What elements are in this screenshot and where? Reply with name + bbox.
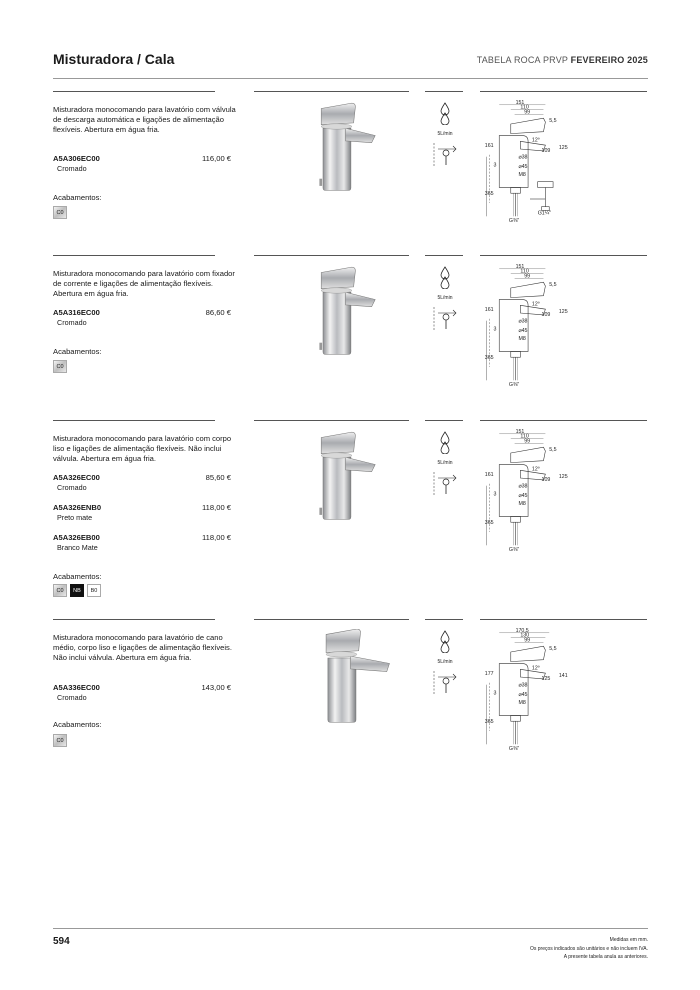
- product-description: Misturadora monocomando para lavatório com válvula de descarga automática e ligações de alimentação flexíveis. Abertura em água fria.: [53, 105, 236, 135]
- water-saving-icon: [430, 629, 460, 653]
- dim-365: 365: [484, 191, 494, 198]
- product-finish: Branco Mate: [57, 543, 98, 552]
- section-divider: [480, 91, 647, 92]
- dim-m8: M8: [518, 171, 526, 178]
- finishes-label: Acabamentos:: [53, 193, 102, 202]
- cold-opening-icon: [430, 470, 460, 498]
- flow-rate: 5L/min: [437, 131, 453, 137]
- footer-note: Os preços indicados são unitários e não incluem IVA.: [529, 945, 648, 952]
- section-divider: [480, 420, 647, 421]
- technical-drawing: [480, 627, 580, 752]
- dim-365: 365: [484, 355, 494, 362]
- dim-110: 110: [520, 104, 529, 111]
- flow-rate: 5L/min: [437, 460, 453, 466]
- product-description: Misturadora monocomando para lavatório de cano médio, corpo liso e ligações de alimentação flexíveis. Não inclui válvula. Abertura em água fria.: [53, 633, 232, 663]
- product-finish: Preto mate: [57, 513, 93, 522]
- dim-38: ⌀38: [518, 318, 528, 325]
- dim-109: 109: [541, 147, 551, 154]
- product-code: A5A326EB00: [53, 533, 100, 542]
- feature-icons: [430, 430, 460, 503]
- dim-3: 3: [493, 162, 497, 169]
- finish-swatches: [53, 734, 67, 747]
- product-code: A5A306EC00: [53, 154, 100, 163]
- dim-365: 365: [484, 719, 494, 726]
- product-description: Misturadora monocomando para lavatório com corpo liso e ligações de alimentação flexíveis. Não inclui válvula. Abertura em água fria.: [53, 434, 232, 464]
- dim-45: ⌀45: [518, 164, 528, 171]
- product-row: [53, 473, 231, 492]
- section-divider: [480, 255, 647, 256]
- dim-g114: G1¼": [537, 210, 551, 217]
- section-divider: [254, 255, 409, 256]
- dim-161: 161: [484, 307, 494, 314]
- product-price: 86,60 €: [205, 308, 231, 317]
- product-row: [53, 154, 231, 173]
- technical-drawing: [480, 99, 580, 224]
- feature-icons: [430, 629, 460, 702]
- finish-swatch-chrome: C0: [53, 584, 67, 597]
- product-price: 118,00 €: [202, 503, 231, 512]
- water-saving-icon: [430, 430, 460, 454]
- dim-141: 141: [558, 673, 568, 679]
- dim-3: 3: [493, 326, 497, 333]
- dim-12: 12°: [531, 137, 540, 144]
- dim-365: 365: [484, 520, 494, 527]
- dim-45: ⌀45: [518, 328, 528, 335]
- dim-5-5: 5,5: [549, 646, 557, 653]
- dim-110: 110: [520, 433, 529, 440]
- dim-125: 125: [541, 675, 551, 682]
- section-divider: [254, 91, 409, 92]
- section-divider: [53, 91, 215, 92]
- dim-38: ⌀38: [518, 483, 528, 490]
- product-description: Misturadora monocomando para lavatório com fixador de corrente e ligações de alimentação flexíveis. Abertura em água fria.: [53, 269, 235, 299]
- dim-45: ⌀45: [518, 692, 528, 699]
- cold-opening-icon: [430, 669, 460, 697]
- dim-99: 99: [524, 273, 531, 280]
- product-row: [53, 683, 231, 702]
- catalog-date: FEVEREIRO 2025: [570, 55, 648, 65]
- product-price: 143,00 €: [201, 683, 231, 692]
- finishes-label: Acabamentos:: [53, 720, 102, 729]
- technical-drawing: [480, 263, 580, 388]
- flow-rate: 5L/min: [437, 295, 453, 301]
- dim-12: 12°: [531, 466, 540, 473]
- page-number: 594: [53, 936, 70, 947]
- cold-opening-icon: [430, 141, 460, 169]
- product-price: 118,00 €: [202, 533, 231, 542]
- footer-notes: [530, 936, 648, 962]
- product-price: 116,00 €: [202, 154, 231, 163]
- feature-icons: [430, 265, 460, 338]
- dim-g38: G⅜": [508, 746, 520, 752]
- dim-151: 151: [515, 428, 525, 435]
- cold-opening-icon: [430, 305, 460, 333]
- catalog-header: [477, 55, 648, 65]
- product-code: A5A326ENB0: [53, 503, 102, 512]
- dim-m8: M8: [518, 500, 526, 507]
- product-row: [53, 308, 231, 327]
- dim-99: 99: [524, 109, 531, 116]
- section-divider: [480, 619, 647, 620]
- dim-110: 110: [520, 268, 529, 275]
- dim-151: 151: [515, 99, 525, 106]
- dim-161: 161: [484, 143, 494, 150]
- catalog-name: TABELA ROCA PRVP: [476, 55, 568, 65]
- dim-38: ⌀38: [518, 154, 528, 161]
- dim-3: 3: [493, 690, 497, 697]
- finish-swatch-chrome: C0: [53, 360, 67, 373]
- section-divider: [254, 420, 409, 421]
- product-photo: [296, 101, 386, 197]
- dim-5-5: 5,5: [549, 118, 557, 125]
- product-photo: [296, 629, 396, 725]
- dim-m8: M8: [518, 699, 526, 706]
- product-finish: Cromado: [57, 693, 87, 702]
- product-code: A5A316EC00: [53, 308, 100, 317]
- section-divider: [425, 255, 463, 256]
- dim-109: 109: [541, 476, 551, 483]
- product-finish: Cromado: [57, 164, 87, 173]
- feature-icons: [430, 101, 460, 174]
- dim-177: 177: [484, 671, 494, 678]
- product-finish: Cromado: [57, 318, 87, 327]
- finishes-label: Acabamentos:: [53, 347, 102, 356]
- dim-170-5: 170,5: [515, 627, 529, 634]
- section-divider: [53, 619, 215, 620]
- product-row: [53, 533, 231, 552]
- dim-12: 12°: [531, 665, 540, 672]
- section-divider: [53, 420, 215, 421]
- finish-swatch-chrome: C0: [53, 206, 67, 219]
- dim-45: ⌀45: [518, 493, 528, 500]
- dim-g38: G⅜": [508, 547, 520, 553]
- finish-swatches: [53, 584, 101, 597]
- page-title: Misturadora / Cala: [53, 51, 175, 67]
- dim-161: 161: [484, 472, 494, 479]
- header-divider: [53, 78, 648, 79]
- section-divider: [425, 91, 463, 92]
- dim-38: ⌀38: [518, 682, 528, 689]
- dim-125: 125: [558, 309, 568, 315]
- dim-3: 3: [493, 491, 497, 498]
- dim-130: 130: [520, 632, 530, 639]
- footer-note: Medidas em mm.: [609, 937, 648, 943]
- finishes-label: Acabamentos:: [53, 572, 102, 581]
- dim-109: 109: [541, 311, 551, 318]
- dim-99: 99: [524, 438, 531, 445]
- section-divider: [53, 255, 215, 256]
- dim-5-5: 5,5: [549, 447, 557, 454]
- water-saving-icon: [430, 265, 460, 289]
- footer-divider: [53, 928, 648, 929]
- section-divider: [425, 619, 463, 620]
- footer-note: A presente tabela anula as anteriores.: [563, 954, 648, 960]
- product-row: [53, 503, 231, 522]
- dim-g38: G⅜": [508, 218, 520, 224]
- technical-drawing: [480, 428, 580, 553]
- finish-swatches: [53, 360, 67, 373]
- product-price: 85,60 €: [205, 473, 231, 482]
- dim-m8: M8: [518, 335, 526, 342]
- product-finish: Cromado: [57, 483, 87, 492]
- dim-99: 99: [524, 637, 531, 644]
- flow-rate: 5L/min: [437, 659, 453, 665]
- section-divider: [254, 619, 409, 620]
- finish-swatches: [53, 206, 67, 219]
- water-saving-icon: [430, 101, 460, 125]
- product-photo: [296, 430, 386, 526]
- finish-swatch-chrome: C0: [53, 734, 67, 747]
- finish-swatch-black: NB: [70, 584, 84, 597]
- product-code: A5A326EC00: [53, 473, 100, 482]
- section-divider: [425, 420, 463, 421]
- product-photo: [296, 265, 386, 361]
- dim-125: 125: [558, 145, 568, 151]
- dim-125: 125: [558, 474, 568, 480]
- product-code: A5A336EC00: [53, 683, 100, 692]
- dim-5-5: 5,5: [549, 282, 557, 289]
- dim-151: 151: [515, 263, 525, 270]
- dim-g38: G⅜": [508, 382, 520, 388]
- finish-swatch-white: B0: [87, 584, 101, 597]
- dim-12: 12°: [531, 301, 540, 308]
- drain-valve-drawing: [530, 182, 553, 211]
